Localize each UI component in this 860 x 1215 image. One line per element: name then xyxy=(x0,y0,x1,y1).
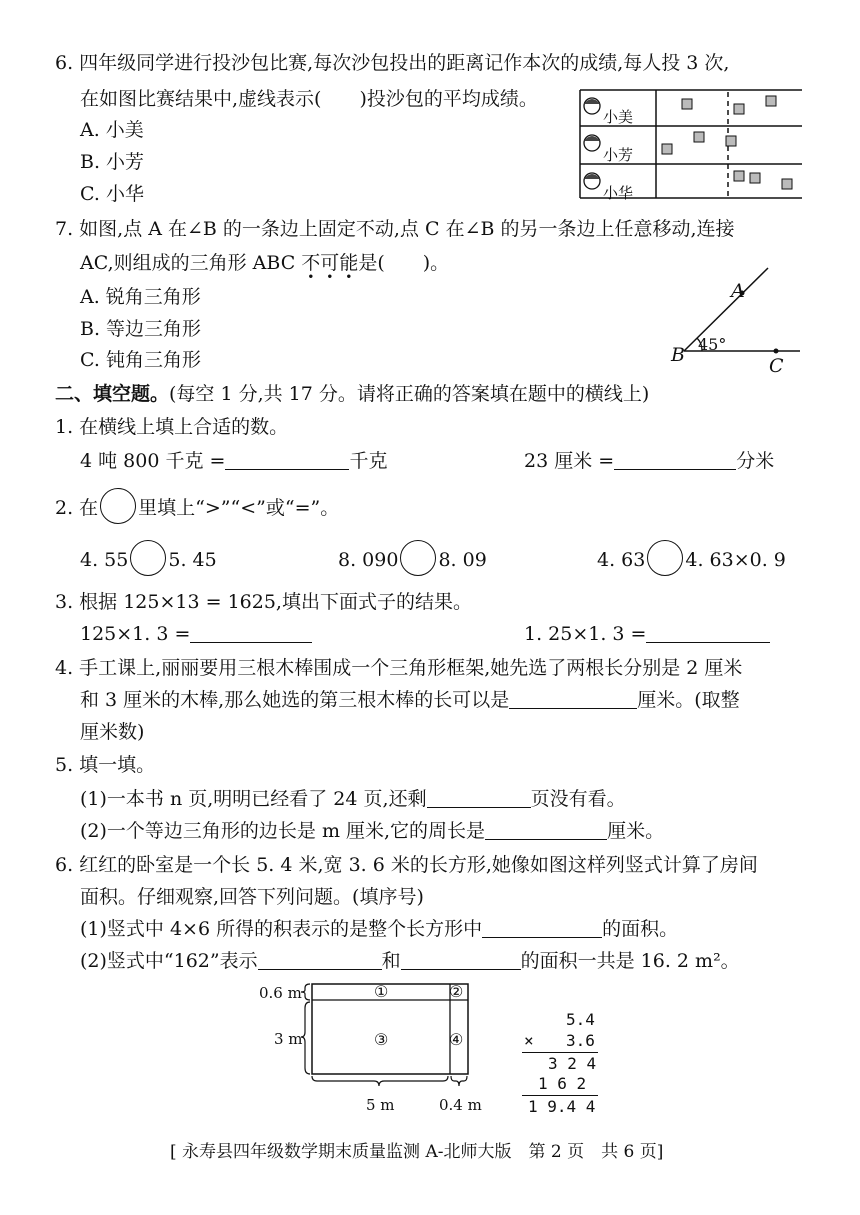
point-b-label: B xyxy=(671,344,685,366)
page-footer: [ 永寿县四年级数学期末质量监测 A-北师大版 第 2 页 共 6 页] xyxy=(170,1142,664,1162)
region-4-label: ④ xyxy=(449,1030,464,1049)
point-c-label: C xyxy=(769,355,784,377)
sandbag-icon xyxy=(662,144,672,154)
f1-item-b: 23 厘米 = 分米 xyxy=(524,450,775,472)
q7-option-c[interactable]: C. 钝角三角形 xyxy=(80,349,201,371)
dim-bottom-right: 0.4 m xyxy=(439,1096,482,1114)
calc-multiplier: 3.6 xyxy=(566,1031,595,1050)
f6-blank-3[interactable] xyxy=(401,949,521,970)
q7-option-a[interactable]: A. 锐角三角形 xyxy=(80,286,201,308)
f6-sub2: (2)竖式中“162”表示 和 的面积一共是 16. 2 m²。 xyxy=(80,950,740,972)
f2-compare-1: 4. 55 5. 45 xyxy=(80,540,217,576)
calc-partial-1: 3 2 4 xyxy=(548,1054,597,1073)
f5-sub1: (1)一本书 n 页,明明已经看了 24 页,还剩 页没有看。 xyxy=(80,788,626,810)
calc-operator: × xyxy=(524,1031,534,1050)
avatar-xiaofang-icon xyxy=(584,135,600,151)
sandbag-icon xyxy=(766,96,776,106)
f5-sub2: (2)一个等边三角形的边长是 m 厘米,它的周长是 厘米。 xyxy=(80,820,665,842)
q6-line1: 6. 四年级同学进行投沙包比赛,每次沙包投出的距离记作本次的成绩,每人投 3 次, xyxy=(55,52,730,74)
point-a-label: A xyxy=(731,280,745,302)
example-circle xyxy=(100,488,136,524)
chart-name-xiaohua: 小华 xyxy=(603,184,634,202)
q7-line1: 7. 如图,点 A 在∠B 的一条边上固定不动,点 C 在∠B 的另一条边上任意移动,连接 xyxy=(55,218,735,240)
f5-question: 5. 填一填。 xyxy=(55,754,156,776)
angle-label: 45° xyxy=(698,335,727,354)
f4-line3: 厘米数) xyxy=(80,721,145,743)
sandbag-icon xyxy=(782,179,792,189)
f6-sub1: (1)竖式中 4×6 所得的积表示的是整个长方形中 的面积。 xyxy=(80,918,679,940)
region-1-label: ① xyxy=(374,982,389,1001)
q7-option-b[interactable]: B. 等边三角形 xyxy=(80,318,202,340)
f2-compare-3: 4. 63 4. 63×0. 9 xyxy=(597,540,786,576)
f6-line2: 面积。仔细观察,回答下列问题。(填序号) xyxy=(80,886,424,908)
region-2-label: ② xyxy=(449,982,464,1001)
section2-heading: 二、填空题。(每空 1 分,共 17 分。请将正确的答案填在题中的横线上) xyxy=(55,383,650,405)
sandbag-icon xyxy=(726,136,736,146)
sandbag-icon xyxy=(750,173,760,183)
f5-blank-1[interactable] xyxy=(427,787,531,808)
f5-blank-2[interactable] xyxy=(485,819,607,840)
f4-blank[interactable] xyxy=(509,688,637,709)
q6-option-c[interactable]: C. 小华 xyxy=(80,183,144,205)
f1-item-a: 4 吨 800 千克 = 千克 xyxy=(80,450,388,472)
chart-name-xiaofang: 小芳 xyxy=(603,146,634,164)
calc-partial-2: 1 6 2 xyxy=(538,1074,587,1093)
compare-circle-3[interactable] xyxy=(647,540,683,576)
f4-line2: 和 3 厘米的木棒,那么她选的第三根木棒的长可以是 厘米。(取整 xyxy=(80,689,740,711)
calc-line-1 xyxy=(522,1052,598,1053)
sandbag-icon xyxy=(682,99,692,109)
q6-line2: 在如图比赛结果中,虚线表示( )投沙包的平均成绩。 xyxy=(80,88,538,110)
f3-item-a: 125×1. 3 = xyxy=(80,621,312,647)
f4-line1: 4. 手工课上,丽丽要用三根木棒围成一个三角形框架,她先选了两根长分别是 2 厘米 xyxy=(55,657,743,679)
dim-bottom-left: 5 m xyxy=(366,1096,395,1114)
compare-circle-1[interactable] xyxy=(130,540,166,576)
q6-option-b[interactable]: B. 小芳 xyxy=(80,151,145,173)
f3-item-b: 1. 25×1. 3 = xyxy=(524,621,770,647)
f6-blank-2[interactable] xyxy=(258,949,382,970)
f3-question: 3. 根据 125×13 = 1625,填出下面式子的结果。 xyxy=(55,591,472,613)
region-3-label: ③ xyxy=(374,1030,389,1049)
f3-blank-a[interactable] xyxy=(190,622,312,643)
dim-left: 3 m xyxy=(274,1030,303,1048)
q6-option-a[interactable]: A. 小美 xyxy=(80,119,144,141)
f6-blank-1[interactable] xyxy=(482,917,602,938)
calc-line-2 xyxy=(522,1095,598,1096)
dim-top: 0.6 m xyxy=(259,984,302,1002)
sandbag-icon xyxy=(734,104,744,114)
f6-line1: 6. 红红的卧室是一个长 5. 4 米,宽 3. 6 米的长方形,她像如图这样列竖式计算了房间 xyxy=(55,854,758,876)
sandbag-icon xyxy=(734,171,744,181)
f2-question: 2. 在 里填上“>”“<”或“=”。 xyxy=(55,488,339,524)
avatar-xiaomei-icon xyxy=(584,98,600,114)
sandbag-icon xyxy=(694,132,704,142)
calc-result: 1 9.4 4 xyxy=(528,1097,596,1116)
calc-multiplicand: 5.4 xyxy=(566,1010,595,1029)
chart-name-xiaomei: 小美 xyxy=(603,108,634,126)
f2-compare-2: 8. 090 8. 09 xyxy=(338,540,487,576)
q7-line2: AC,则组成的三角形 ABC 不可能是( )。 xyxy=(80,252,450,274)
f1-question: 1. 在横线上填上合适的数。 xyxy=(55,416,289,438)
compare-circle-2[interactable] xyxy=(400,540,436,576)
f1-blank-a[interactable] xyxy=(225,449,349,470)
f1-blank-b[interactable] xyxy=(614,449,736,470)
avatar-xiaohua-icon xyxy=(584,173,600,189)
f3-blank-b[interactable] xyxy=(646,622,770,643)
